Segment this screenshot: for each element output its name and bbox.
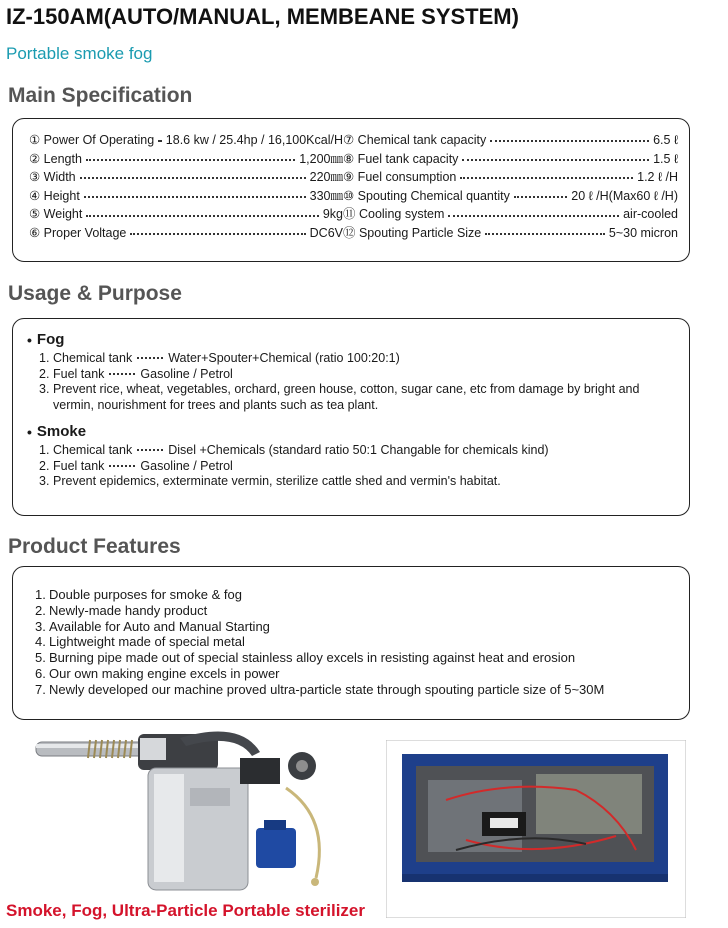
spec-row: ② Length 1,200㎜: [29, 151, 343, 166]
list-item: 7. Newly developed our machine proved ultra-particle state through spouting particle size of 5~30M: [35, 681, 605, 697]
spec-row: ⑦ Chemical tank capacity 6.5 ℓ: [343, 133, 678, 147]
list-item: 1. Chemical tank Disel +Chemicals (standard ratio 50:1 Changable for chemicals kind): [39, 443, 549, 457]
spec-right-column: [343, 131, 678, 243]
spec-left-column: [29, 131, 343, 243]
fog-title: • Fog: [27, 331, 65, 348]
list-item: 1. Double purposes for smoke & fog: [35, 587, 242, 602]
spec-row: ⑥ Proper Voltage DC6V: [29, 225, 343, 240]
smoke-list: [39, 443, 675, 490]
list-item: 2. Fuel tank Gasoline / Petrol: [39, 458, 233, 473]
features-heading: Product Features: [8, 535, 181, 558]
spec-row: ⑪ Cooling system air-cooled: [343, 207, 678, 222]
fogger-internal-photo: [386, 740, 686, 918]
features-list: [35, 587, 604, 698]
spec-row: ③ Width 220㎜: [29, 170, 343, 185]
page-subtitle: Portable smoke fog: [6, 44, 153, 63]
list-item: 5. Burning pipe made out of special stainless alloy excels in resisting against heat and erosion: [35, 650, 576, 666]
spec-box: [12, 118, 690, 262]
fogger-machine-photo: [30, 728, 370, 898]
spec-row: ⑧ Fuel tank capacity 1.5 ℓ: [343, 151, 678, 166]
bullet-icon: •: [27, 423, 32, 440]
smoke-title: • Smoke: [27, 423, 87, 440]
features-box: [12, 566, 690, 720]
product-caption: Smoke, Fog, Ultra-Particle Portable sterilizer: [6, 901, 366, 920]
list-item: 3. Available for Auto and Manual Starting: [35, 618, 270, 634]
bullet-icon: •: [27, 331, 32, 348]
page-title: IZ-150AM(AUTO/MANUAL, MEMBEANE SYSTEM): [6, 4, 519, 29]
spec-row: ⑫ Spouting Particle Size 5~30 micron: [343, 225, 678, 240]
usage-box: [12, 318, 690, 516]
list-item: 2. Newly-made handy product: [35, 602, 208, 618]
spec-row: ⑤ Weight 9kg: [29, 207, 343, 222]
usage-heading: Usage & Purpose: [8, 282, 182, 305]
list-item: 1. Chemical tank Water+Spouter+Chemical (ratio 100:20:1): [39, 351, 400, 365]
spec-row: ⑨ Fuel consumption 1.2 ℓ /H: [343, 170, 678, 185]
fog-list: [39, 351, 675, 413]
spec-row: ④ Height 330㎜: [29, 188, 343, 203]
list-item: 3. Prevent epidemics, exterminate vermin, sterilize cattle shed and vermin's habitat.: [39, 474, 501, 488]
list-item: 4. Lightweight made of special metal: [35, 634, 245, 650]
list-item: 2. Fuel tank Gasoline / Petrol: [39, 366, 233, 381]
spec-heading: Main Specification: [8, 84, 193, 107]
list-item: 3. Prevent rice, wheat, vegetables, orchard, green house, cotton, sugar cane, etc from damage by bright and vermin, nourishment for trees and plants such as tea plant.: [39, 382, 640, 412]
spec-row: ⑩ Spouting Chemical quantity 20 ℓ /H(Max60 ℓ /H): [343, 188, 678, 203]
spec-row: ① Power Of Operating 18.6 kw / 25.4hp / 16,100Kcal/H: [29, 133, 343, 147]
list-item: 6. Our own making engine excels in power: [35, 665, 280, 681]
